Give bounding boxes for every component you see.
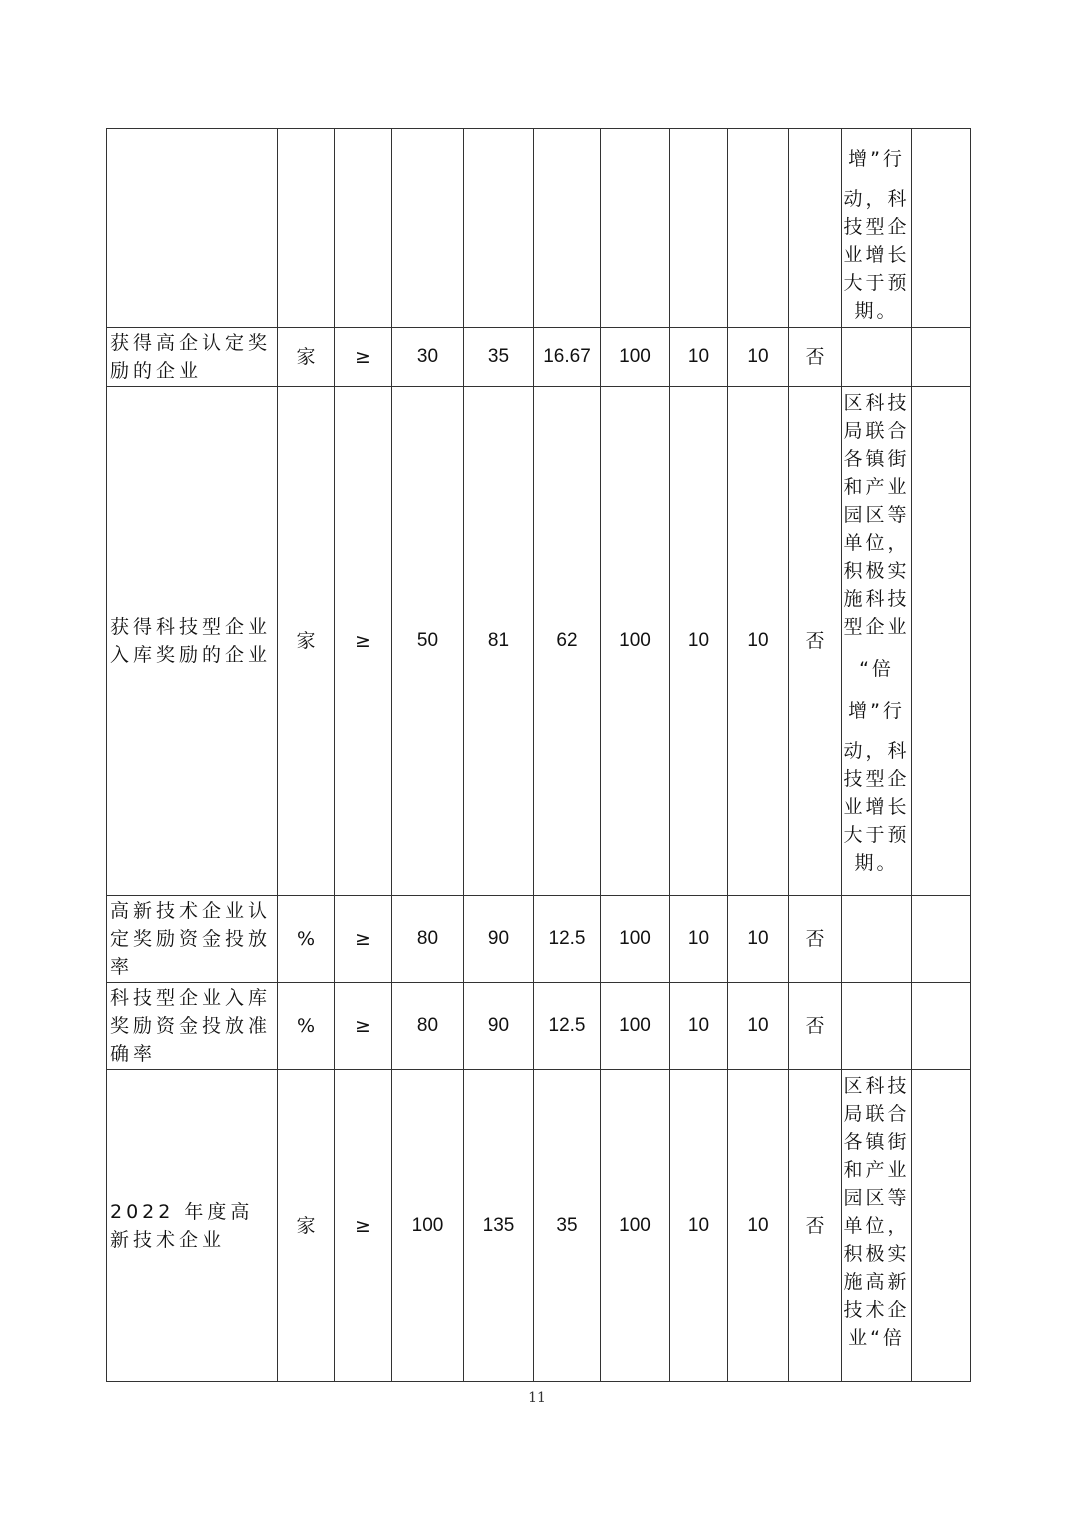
row-actual-value: 90 (464, 896, 534, 983)
note-line: 业增长 (843, 796, 910, 818)
row-score: 10 (728, 1070, 789, 1382)
performance-table (106, 128, 971, 1382)
note-line: 期。 (854, 852, 899, 874)
table-row (107, 983, 971, 1070)
note-line: 和产业 (843, 1159, 910, 1181)
note-line: 局联合 (843, 1103, 910, 1125)
row-weight: 10 (670, 1070, 728, 1382)
note-line: 施科技 (843, 588, 910, 610)
row-empty-cell (912, 983, 971, 1070)
note-line: 区科技 (843, 1075, 910, 1097)
row-unit (278, 129, 335, 328)
row-rate: 12.5 (534, 896, 601, 983)
note-line: 动，科 (843, 188, 910, 210)
row-unit: 家 (278, 387, 335, 896)
row-operator: ≥ (335, 983, 392, 1070)
row-rate: 16.67 (534, 328, 601, 387)
row-flag: 否 (789, 896, 842, 983)
row-target-value (392, 129, 464, 328)
row-operator: ≥ (335, 896, 392, 983)
row-completion: 100 (601, 1070, 670, 1382)
note-line: 型企业 (843, 616, 910, 638)
row-operator: ≥ (335, 328, 392, 387)
note-line: 各镇街 (843, 1131, 910, 1153)
row-flag: 否 (789, 328, 842, 387)
row-empty-cell (912, 129, 971, 328)
row-completion: 100 (601, 387, 670, 896)
row-name: 获得科技型企业入库奖励的企业 (107, 387, 278, 896)
row-flag: 否 (789, 983, 842, 1070)
row-rate: 35 (534, 1070, 601, 1382)
row-actual-value: 135 (464, 1070, 534, 1382)
row-empty-cell (912, 328, 971, 387)
row-unit: 家 (278, 328, 335, 387)
row-rate: 62 (534, 387, 601, 896)
row-operator (335, 129, 392, 328)
row-weight: 10 (670, 328, 728, 387)
note-line: 区科技 (843, 392, 910, 414)
row-name: 获得高企认定奖励的企业 (107, 328, 278, 387)
note-line: 大于预 (843, 272, 910, 294)
row-flag: 否 (789, 1070, 842, 1382)
row-actual-value (464, 129, 534, 328)
row-note (842, 983, 912, 1070)
row-empty-cell (912, 387, 971, 896)
note-line: 技术企 (843, 1299, 910, 1321)
row-name: 2022 年度高新技术企业 (107, 1070, 278, 1382)
note-line: 各镇街 (843, 448, 910, 470)
row-note (842, 1070, 912, 1382)
note-line: 增”行 (848, 148, 905, 170)
row-note (842, 129, 912, 328)
row-note (842, 328, 912, 387)
row-weight: 10 (670, 896, 728, 983)
row-completion (601, 129, 670, 328)
table-row (107, 387, 971, 896)
note-line: 和产业 (843, 476, 910, 498)
row-target-value: 80 (392, 896, 464, 983)
row-target-value: 30 (392, 328, 464, 387)
row-completion: 100 (601, 983, 670, 1070)
row-empty-cell (912, 896, 971, 983)
note-line: 局联合 (843, 420, 910, 442)
row-weight: 10 (670, 387, 728, 896)
row-name: 科技型企业入库奖励资金投放准确率 (107, 983, 278, 1070)
row-score: 10 (728, 896, 789, 983)
note-line: “倍 (859, 658, 894, 680)
page-number: 11 (528, 1390, 546, 1406)
note-line: 园区等 (843, 504, 910, 526)
note-line: 单位， (843, 532, 910, 554)
note-line: 施高新 (843, 1271, 910, 1293)
note-line: 园区等 (843, 1187, 910, 1209)
row-note (842, 896, 912, 983)
table-row (107, 896, 971, 983)
row-flag (789, 129, 842, 328)
note-line: 积极实 (843, 560, 910, 582)
row-weight (670, 129, 728, 328)
row-rate: 12.5 (534, 983, 601, 1070)
note-line: 大于预 (843, 824, 910, 846)
row-flag: 否 (789, 387, 842, 896)
row-completion: 100 (601, 896, 670, 983)
row-rate (534, 129, 601, 328)
note-line: 业“倍 (848, 1327, 905, 1349)
row-unit: 家 (278, 1070, 335, 1382)
row-weight: 10 (670, 983, 728, 1070)
row-completion: 100 (601, 328, 670, 387)
row-note (842, 387, 912, 896)
note-line: 技型企 (843, 216, 910, 238)
note-line: 单位， (843, 1215, 910, 1237)
row-target-value: 80 (392, 983, 464, 1070)
row-actual-value: 90 (464, 983, 534, 1070)
note-line: 业增长 (843, 244, 910, 266)
note-line: 动，科 (843, 740, 910, 762)
table-row (107, 1070, 971, 1382)
row-target-value: 50 (392, 387, 464, 896)
note-line: 技型企 (843, 768, 910, 790)
row-operator: ≥ (335, 387, 392, 896)
note-line: 期。 (854, 300, 899, 322)
row-score: 10 (728, 328, 789, 387)
table-row (107, 129, 971, 328)
row-operator: ≥ (335, 1070, 392, 1382)
row-score: 10 (728, 387, 789, 896)
row-target-value: 100 (392, 1070, 464, 1382)
row-name (107, 129, 278, 328)
note-line: 增”行 (848, 700, 905, 722)
row-unit: % (278, 983, 335, 1070)
row-name: 高新技术企业认定奖励资金投放率 (107, 896, 278, 983)
note-line: 积极实 (843, 1243, 910, 1265)
table-body (107, 129, 971, 1382)
row-actual-value: 35 (464, 328, 534, 387)
row-unit: % (278, 896, 335, 983)
row-score: 10 (728, 983, 789, 1070)
row-empty-cell (912, 1070, 971, 1382)
row-score (728, 129, 789, 328)
row-actual-value: 81 (464, 387, 534, 896)
table-row (107, 328, 971, 387)
